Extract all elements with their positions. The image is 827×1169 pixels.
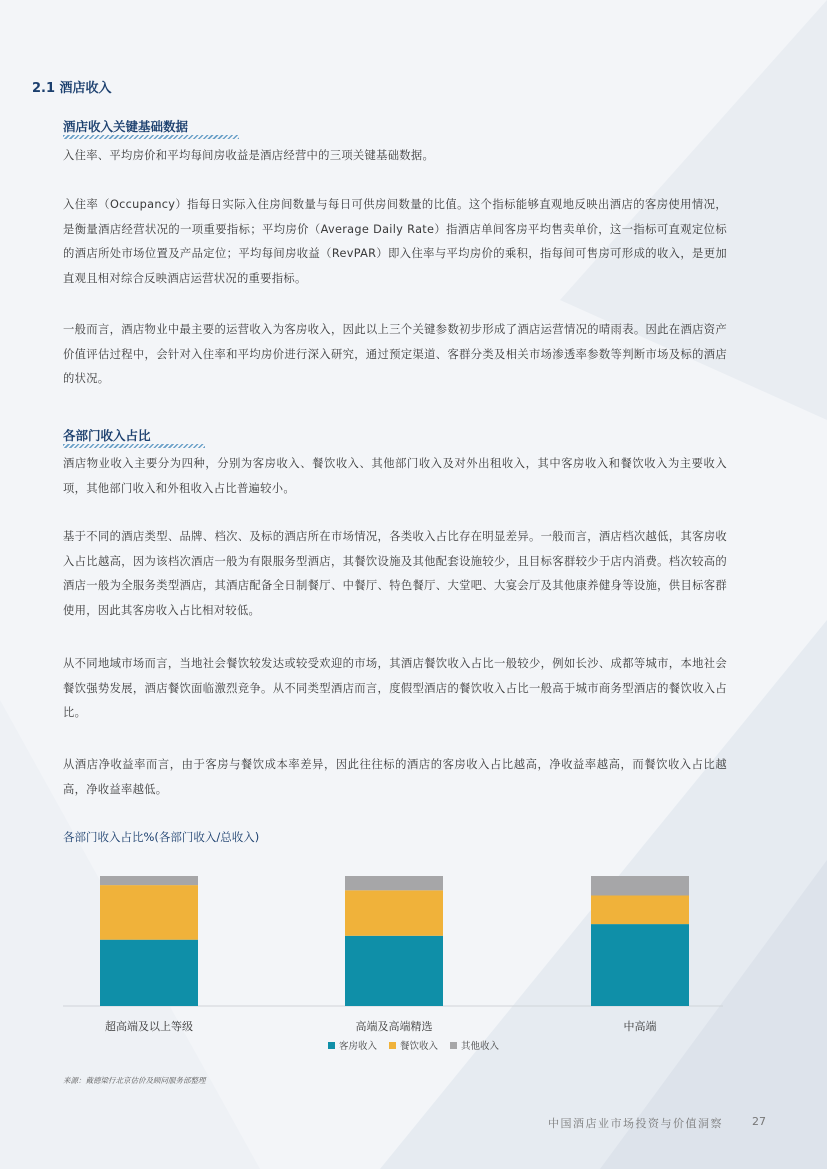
legend-swatch-other	[450, 1042, 457, 1049]
chart-legend	[0, 1038, 827, 1052]
sub-heading-key-data: 酒店收入关键基础数据	[63, 119, 189, 134]
heading-underline	[63, 444, 205, 448]
bar-segment-1-2	[345, 876, 443, 890]
bar-segment-0-1	[100, 885, 198, 940]
bar-segment-0-0	[100, 940, 198, 1006]
bar-segment-2-0	[591, 924, 689, 1006]
paragraph: 一般而言，酒店物业中最主要的运营收入为客房收入，因此以上三个关键参数初步形成了酒店运营情况的晴雨表。因此在酒店资产价值评估过程中，会针对入住率和平均房价进行深入研究，通过预定渠道、客群分类及相关市场渗透率参数等判断市场及标的酒店的状况。	[63, 323, 727, 385]
legend-label-room: 客房收入	[338, 1041, 377, 1052]
footer-title: 中国酒店业市场投资与价值洞察	[548, 1117, 723, 1130]
legend-label-fnb: 餐饮收入	[399, 1041, 438, 1052]
bar-segment-2-1	[591, 896, 689, 925]
legend-swatch-fnb	[389, 1042, 396, 1049]
section-heading: 2.1 酒店收入	[32, 81, 112, 96]
x-tick-label: 中高端	[623, 1020, 657, 1033]
paragraph: 从酒店净收益率而言，由于客房与餐饮成本率差异，因此往往标的酒店的客房收入占比越高，净收益率越高，而餐饮收入占比越高，净收益率越低。	[63, 758, 727, 796]
x-tick-label: 高端及高端精选	[355, 1020, 433, 1033]
paragraph: 入住率、平均房价和平均每间房收益是酒店经营中的三项关键基础数据。	[63, 149, 435, 162]
legend-label-other: 其他收入	[461, 1041, 500, 1052]
bar-segment-0-2	[100, 876, 198, 885]
bar-segment-1-1	[345, 890, 443, 936]
sub-heading-department-revenue: 各部门收入占比	[63, 428, 151, 443]
revenue-share-chart	[63, 862, 743, 1034]
source-note: 来源：戴德梁行北京估价及顾问服务部整理	[63, 1076, 206, 1085]
paragraph: 酒店物业收入主要分为四种，分别为客房收入、餐饮收入、其他部门收入及对外出租收入，其中客房收入和餐饮收入为主要收入项，其他部门收入和外租收入占比普遍较小。	[63, 457, 727, 495]
page-number: 27	[752, 1115, 766, 1128]
bar-segment-2-2	[591, 876, 689, 896]
legend-item-other	[450, 1038, 499, 1052]
legend-item-room	[328, 1038, 377, 1052]
paragraph: 从不同地域市场而言，当地社会餐饮较发达或较受欢迎的市场，其酒店餐饮收入占比一般较少，例如长沙、成都等城市，本地社会餐饮强势发展，酒店餐饮面临激烈竞争。从不同类型酒店而言，度假型酒店的餐饮收入占比一般高于城市商务型酒店的餐饮收入占比。	[63, 657, 727, 719]
chart-title: 各部门收入占比%(各部门收入/总收入)	[63, 830, 260, 844]
legend-swatch-room	[328, 1042, 335, 1049]
paragraph: 入住率（Occupancy）指每日实际入住房间数量与每日可供房间数量的比值。这个指标能够直观地反映出酒店的客房使用情况，是衡量酒店经营状况的一项重要指标；平均房价（Average Daily Rate）指酒店单间客房平均售卖单价，这一指标可直观定位标的酒店所处市场位置及产品定位；平均每间房收益（RevPAR）即入住率与平均房价的乘积，指每间可售房可形成的收入，是更加直观且相对综合反映酒店运营状况的重要指标。	[63, 198, 727, 285]
x-tick-label: 超高端及以上等级	[105, 1020, 193, 1033]
bar-segment-1-0	[345, 936, 443, 1006]
heading-underline	[63, 135, 239, 139]
paragraph: 基于不同的酒店类型、品牌、档次、及标的酒店所在市场情况，各类收入占比存在明显差异。一般而言，酒店档次越低，其客房收入占比越高，因为该档次酒店一般为有限服务型酒店，其餐饮设施及其他配套设施较少，且目标客群较少于店内消费。档次较高的酒店一般为全服务类型酒店，其酒店配备全日制餐厅、中餐厅、特色餐厅、大堂吧、大宴会厅及其他康养健身等设施，供目标客群使用，因此其客房收入占比相对较低。	[63, 530, 727, 617]
legend-item-fnb	[389, 1038, 438, 1052]
